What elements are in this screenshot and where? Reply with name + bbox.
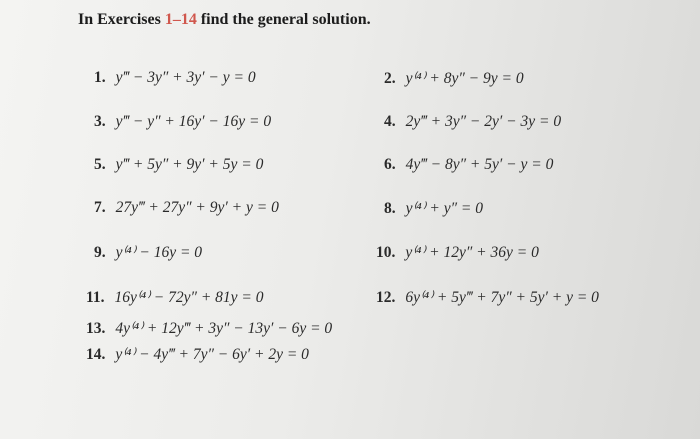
exercise-equation: 2y‴ + 3y″ − 2y′ − 3y = 0 bbox=[405, 113, 562, 130]
exercise-number: 8. bbox=[384, 200, 396, 217]
exercise-1 bbox=[94, 69, 256, 87]
exercise-equation: 4y⁽⁴⁾ + 12y‴ + 3y″ − 13y′ − 6y = 0 bbox=[115, 320, 333, 337]
exercise-instructions bbox=[78, 11, 371, 29]
exercise-5 bbox=[94, 156, 263, 174]
exercise-8 bbox=[384, 199, 483, 218]
exercise-range-link[interactable]: 1–14 bbox=[164, 11, 197, 28]
exercise-equation: 27y‴ + 27y″ + 9y′ + y = 0 bbox=[115, 199, 279, 216]
exercise-number: 13. bbox=[86, 320, 106, 337]
exercise-3 bbox=[94, 113, 271, 131]
exercise-number: 9. bbox=[94, 244, 106, 261]
title-prefix: In Exercises bbox=[78, 11, 165, 28]
exercise-number: 4. bbox=[384, 113, 396, 130]
exercise-13 bbox=[86, 319, 332, 338]
exercise-equation: 16y⁽⁴⁾ − 72y″ + 81y = 0 bbox=[114, 289, 264, 306]
exercise-equation: y⁽⁴⁾ − 4y‴ + 7y″ − 6y′ + 2y = 0 bbox=[115, 346, 309, 363]
exercise-number: 6. bbox=[384, 156, 396, 173]
exercise-9 bbox=[94, 243, 202, 262]
exercise-12 bbox=[376, 288, 599, 307]
exercise-equation: y‴ − y″ + 16y′ − 16y = 0 bbox=[115, 113, 272, 130]
exercise-number: 1. bbox=[94, 69, 106, 86]
exercise-equation: y⁽⁴⁾ + y″ = 0 bbox=[405, 200, 484, 217]
exercise-number: 12. bbox=[376, 289, 396, 306]
exercise-number: 10. bbox=[376, 244, 396, 261]
exercise-number: 5. bbox=[94, 156, 106, 173]
exercise-10 bbox=[376, 243, 539, 262]
exercise-equation: y‴ − 3y″ + 3y′ − y = 0 bbox=[115, 69, 256, 86]
exercise-number: 14. bbox=[86, 346, 106, 363]
exercise-equation: y⁽⁴⁾ − 16y = 0 bbox=[115, 244, 203, 261]
exercise-equation: y‴ + 5y″ + 9y′ + 5y = 0 bbox=[115, 156, 264, 173]
title-suffix: find the general solution. bbox=[196, 11, 371, 28]
exercise-number: 2. bbox=[384, 70, 396, 87]
exercise-14 bbox=[86, 345, 309, 364]
exercise-number: 11. bbox=[86, 289, 105, 306]
exercise-number: 3. bbox=[94, 113, 106, 130]
exercise-11 bbox=[86, 288, 264, 307]
exercise-number: 7. bbox=[94, 199, 106, 216]
exercise-equation: 4y‴ − 8y″ + 5y′ − y = 0 bbox=[405, 156, 554, 173]
exercise-equation: y⁽⁴⁾ + 8y″ − 9y = 0 bbox=[405, 70, 524, 87]
exercise-2 bbox=[384, 69, 524, 88]
exercise-equation: 6y⁽⁴⁾ + 5y‴ + 7y″ + 5y′ + y = 0 bbox=[405, 289, 599, 306]
exercise-4 bbox=[384, 113, 561, 131]
exercise-7 bbox=[94, 199, 279, 217]
exercise-6 bbox=[384, 156, 553, 174]
exercise-equation: y⁽⁴⁾ + 12y″ + 36y = 0 bbox=[405, 244, 539, 261]
